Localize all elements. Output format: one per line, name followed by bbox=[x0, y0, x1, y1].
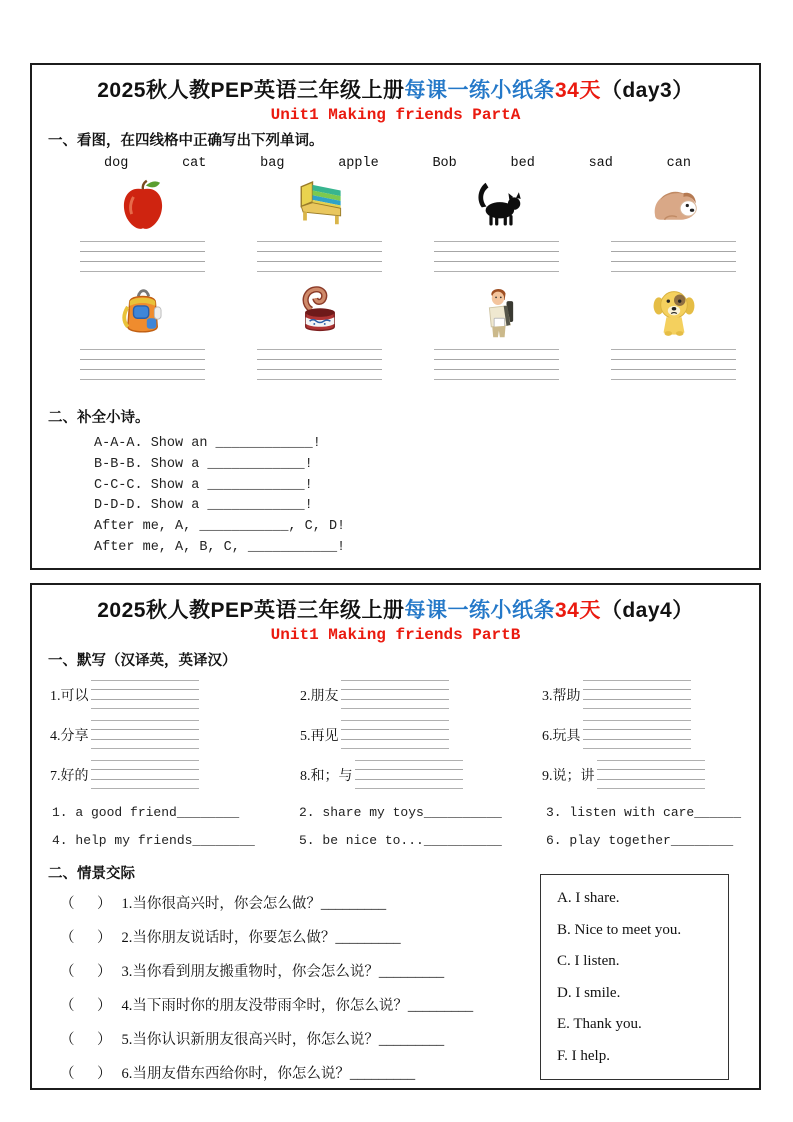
phrase-item: 5. be nice to...__________ bbox=[299, 833, 502, 848]
writing-grid bbox=[257, 241, 382, 272]
picture-cell-apple bbox=[80, 176, 205, 272]
option-item: B. Nice to meet you. bbox=[557, 921, 682, 938]
answer-paren: （ ） bbox=[60, 964, 116, 980]
picture-cell-cat bbox=[434, 176, 559, 272]
question-text: 3.当你看到朋友搬重物时，你会怎么说？_________ bbox=[121, 964, 445, 980]
dictation-label: 9.说；讲 bbox=[542, 768, 595, 784]
poem-line: After me, A, ___________, C, D! bbox=[94, 519, 346, 535]
poem-line: D-D-D. Show a ____________! bbox=[94, 498, 313, 514]
writing-grid bbox=[80, 349, 205, 380]
question-text: 4.当下雨时你的朋友没带雨伞时，你怎么说？_________ bbox=[121, 998, 474, 1014]
answer-paren: （ ） bbox=[60, 1066, 116, 1082]
section1-heading: 一、看图，在四线格中正确写出下列单词。 bbox=[48, 133, 324, 149]
phrase-item: 2. share my toys__________ bbox=[299, 805, 502, 820]
section1-heading: 一、默写（汉译英，英译汉） bbox=[48, 653, 237, 669]
unit-subtitle: Unit1 Making friends PartA bbox=[270, 106, 521, 124]
answer-paren: （ ） bbox=[60, 896, 116, 912]
dictation-label: 1.可以 bbox=[50, 688, 89, 704]
apple-image bbox=[80, 176, 205, 234]
word-bank-item: Bob bbox=[432, 156, 457, 171]
boy-bob-image bbox=[434, 284, 559, 342]
writing-grid bbox=[257, 349, 382, 380]
writing-grid bbox=[434, 349, 559, 380]
dictation-item bbox=[300, 719, 542, 750]
dictation-label: 3.帮助 bbox=[542, 688, 581, 704]
option-item: D. I smile. bbox=[557, 984, 621, 1001]
poem-line: B-B-B. Show a ____________! bbox=[94, 456, 313, 472]
dictation-item bbox=[300, 759, 542, 790]
word-bank-item: dog bbox=[104, 156, 129, 171]
option-item: E. Thank you. bbox=[557, 1016, 642, 1032]
phrase-item: 4. help my friends________ bbox=[52, 833, 255, 848]
phrase-item: 6. play together________ bbox=[546, 833, 734, 848]
section2-heading: 二、情景交际 bbox=[48, 866, 135, 882]
picture-cell-sad bbox=[611, 284, 736, 380]
question-text: 1.当你很高兴时，你会怎么做？_________ bbox=[121, 896, 387, 912]
answer-paren: （ ） bbox=[60, 998, 116, 1014]
phrase-grid bbox=[52, 805, 743, 848]
word-bank-item: sad bbox=[588, 156, 613, 171]
word-bank bbox=[104, 156, 691, 171]
question-text: 6.当朋友借东西给你时，你怎么说？_________ bbox=[121, 1066, 416, 1082]
picture-cell-bed bbox=[257, 176, 382, 272]
poem-line: C-C-C. Show a ____________! bbox=[94, 477, 313, 493]
dictation-label: 5.再见 bbox=[300, 728, 339, 744]
writing-grid bbox=[91, 680, 199, 710]
question-text: 2.当你朋友说话时，你要怎么做？_________ bbox=[121, 930, 401, 946]
word-bank-item: apple bbox=[338, 156, 379, 171]
black-cat-image bbox=[434, 176, 559, 234]
poem bbox=[94, 434, 743, 559]
bed-image bbox=[257, 176, 382, 234]
dictation-item bbox=[50, 759, 300, 790]
option-item: A. I share. bbox=[557, 890, 620, 906]
picture-cell-can bbox=[257, 284, 382, 380]
writing-grid bbox=[597, 760, 705, 790]
worksheet-day3 bbox=[30, 63, 761, 570]
options-box bbox=[540, 874, 729, 1080]
title-text-day: （day3） bbox=[600, 79, 694, 102]
phrase-item: 1. a good friend________ bbox=[52, 805, 240, 820]
title-text-blue: 每课一练小纸条 bbox=[404, 599, 555, 622]
picture-cell-bag bbox=[80, 284, 205, 380]
unit-subtitle: Unit1 Making friends PartB bbox=[270, 626, 521, 644]
word-bank-item: bed bbox=[510, 156, 535, 171]
title-text-day: （day4） bbox=[600, 599, 694, 622]
writing-grid bbox=[341, 720, 449, 750]
page-title bbox=[48, 594, 743, 624]
title-text-blue: 每课一练小纸条 bbox=[404, 79, 555, 102]
dictation-label: 6.玩具 bbox=[542, 728, 581, 744]
worksheet-day4 bbox=[30, 583, 761, 1090]
writing-grid bbox=[355, 760, 463, 790]
backpack-image bbox=[80, 284, 205, 342]
sad-puppy-image bbox=[611, 284, 736, 342]
open-can-image bbox=[257, 284, 382, 342]
writing-grid bbox=[611, 241, 736, 272]
dictation-label: 7.好的 bbox=[50, 768, 89, 784]
title-text-black: 2025秋人教PEP英语三年级上册 bbox=[97, 599, 405, 622]
dictation-label: 4.分享 bbox=[50, 728, 89, 744]
option-item: F. I help. bbox=[557, 1047, 610, 1064]
picture-grid bbox=[80, 176, 743, 380]
question-text: 5.当你认识新朋友很高兴时，你怎么说？_________ bbox=[121, 1032, 445, 1048]
phrase-item: 3. listen with care______ bbox=[546, 805, 742, 820]
writing-grid bbox=[91, 720, 199, 750]
writing-grid bbox=[434, 241, 559, 272]
answer-paren: （ ） bbox=[60, 930, 116, 946]
writing-grid bbox=[611, 349, 736, 380]
dictation-item bbox=[50, 719, 300, 750]
title-text-black: 2025秋人教PEP英语三年级上册 bbox=[97, 79, 405, 102]
writing-grid bbox=[341, 680, 449, 710]
dictation-label: 2.朋友 bbox=[300, 688, 339, 704]
section2-heading: 二、补全小诗。 bbox=[48, 410, 150, 426]
writing-grid bbox=[91, 760, 199, 790]
dictation-label: 8.和；与 bbox=[300, 768, 353, 784]
word-bank-item: cat bbox=[182, 156, 207, 171]
dictation-item bbox=[542, 679, 743, 710]
lying-puppy-image bbox=[611, 176, 736, 234]
option-item: C. I listen. bbox=[557, 953, 620, 969]
poem-line: After me, A, B, C, ___________! bbox=[94, 539, 346, 555]
writing-grid bbox=[583, 680, 691, 710]
title-text-red: 34天 bbox=[555, 79, 601, 102]
word-bank-item: bag bbox=[260, 156, 285, 171]
word-bank-item: can bbox=[666, 156, 691, 171]
poem-line: A-A-A. Show an ____________! bbox=[94, 436, 321, 451]
picture-cell-bob bbox=[434, 284, 559, 380]
picture-cell-dog bbox=[611, 176, 736, 272]
page-title bbox=[48, 74, 743, 104]
writing-grid bbox=[583, 720, 691, 750]
writing-grid bbox=[80, 241, 205, 272]
title-text-red: 34天 bbox=[555, 599, 601, 622]
dictation-item bbox=[50, 679, 300, 710]
dictation-grid bbox=[50, 679, 743, 790]
dictation-item bbox=[542, 719, 743, 750]
answer-paren: （ ） bbox=[60, 1032, 116, 1048]
dictation-item bbox=[542, 759, 743, 790]
dictation-item bbox=[300, 679, 542, 710]
